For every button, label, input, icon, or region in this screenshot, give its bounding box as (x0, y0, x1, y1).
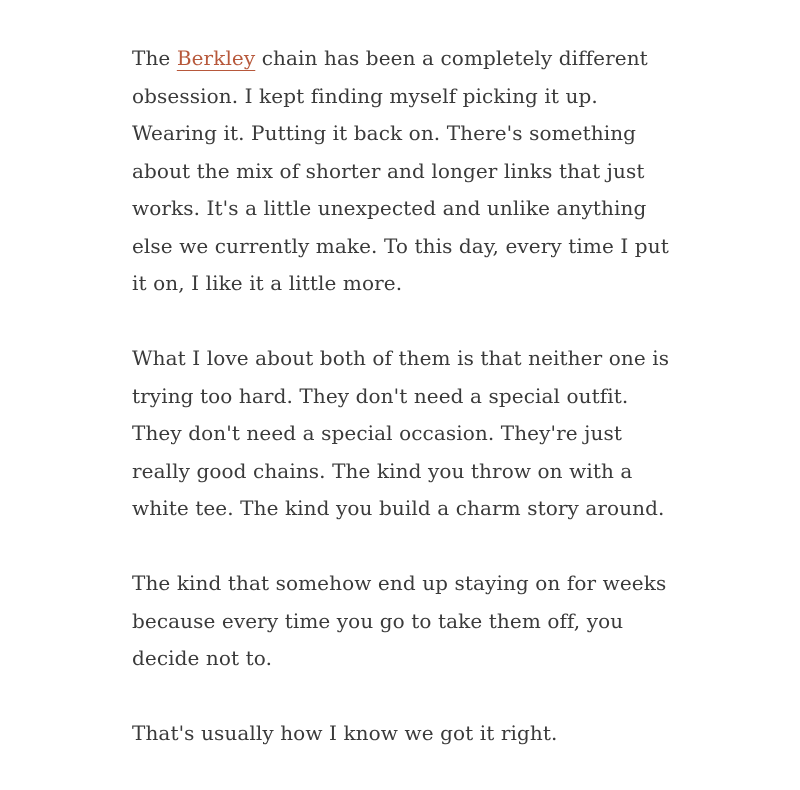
paragraph-berkley-chain (132, 40, 672, 303)
paragraph-1-text: chain has been a completely different obsession. I kept finding myself picking it up. Wearing it. Putting it back on. There's something about the mix of shorter and longer links that just works. It's a little unexpected and unlike anything else we currently make. To this day, every time I put it on, I like it a little more. (132, 46, 669, 295)
paragraph-both-chains: What I love about both of them is that neither one is trying too hard. They don't need a special outfit. They don't need a special occasion. They're just really good chains. The kind you throw on with a white tee. The kind you build a charm story around. (132, 346, 670, 520)
article-body (132, 40, 672, 790)
paragraph-1-lead: The (132, 46, 177, 70)
paragraph-staying-on: The kind that somehow end up staying on for weeks because every time you go to take them off, you decide not to. (132, 571, 667, 670)
berkley-link[interactable]: Berkley (176, 46, 256, 70)
paragraph-closing: That's usually how I know we got it right. (132, 721, 558, 745)
